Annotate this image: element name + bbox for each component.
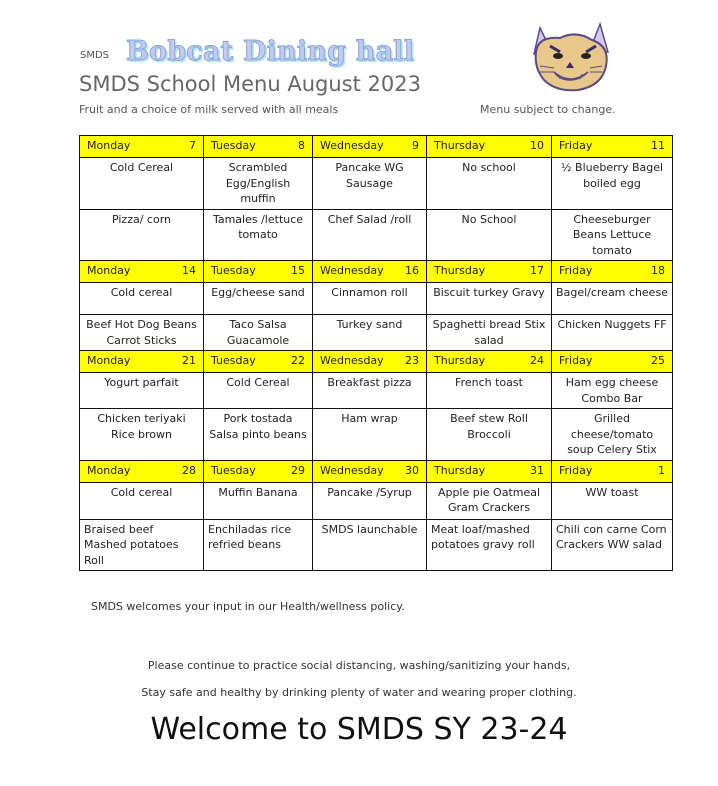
menu-cell: Beef Hot Dog Beans Carrot Sticks — [80, 315, 204, 351]
menu-cell: Breakfast pizza — [313, 373, 427, 409]
wellness-note: SMDS welcomes your input in our Health/wellness policy. — [91, 600, 405, 613]
menu-cell: Enchiladas rice refried beans — [204, 519, 313, 571]
week-header-row — [80, 136, 673, 158]
day-header: Tuesday 22 — [204, 351, 313, 373]
menu-cell: Cold Cereal — [204, 373, 313, 409]
page-title: SMDS School Menu August 2023 — [79, 72, 421, 96]
lunch-row — [80, 209, 673, 261]
day-header: Monday 28 — [80, 460, 204, 482]
day-header: Tuesday 8 — [204, 136, 313, 158]
menu-cell: WW toast — [552, 482, 673, 519]
day-header: Friday 1 — [552, 460, 673, 482]
menu-cell: Pancake /Syrup — [313, 482, 427, 519]
safety-note: Stay safe and healthy by drinking plenty of water and wearing proper clothing. — [141, 686, 577, 699]
menu-cell: Cold Cereal — [80, 158, 204, 210]
menu-cell: Yogurt parfait — [80, 373, 204, 409]
menu-cell: Ham egg cheese Combo Bar — [552, 373, 673, 409]
day-header: Thursday 10 — [427, 136, 552, 158]
menu-cell: Scrambled Egg/English muffin — [204, 158, 313, 210]
day-header: Thursday 24 — [427, 351, 552, 373]
menu-cell: Grilled cheese/tomato soup Celery Stix — [552, 409, 673, 461]
lunch-row — [80, 315, 673, 351]
menu-cell: SMDS launchable — [313, 519, 427, 571]
menu-cell: Cheeseburger Beans Lettuce tomato — [552, 209, 673, 261]
menu-table — [79, 135, 673, 571]
week-header-row — [80, 261, 673, 283]
menu-cell: Pancake WG Sausage — [313, 158, 427, 210]
day-header: Wednesday 30 — [313, 460, 427, 482]
menu-cell: Taco Salsa Guacamole — [204, 315, 313, 351]
day-header: Monday 7 — [80, 136, 204, 158]
menu-cell: Pizza/ corn — [80, 209, 204, 261]
menu-cell: No school — [427, 158, 552, 210]
menu-cell: Cinnamon roll — [313, 283, 427, 315]
menu-cell: Egg/cheese sand — [204, 283, 313, 315]
day-header: Monday 21 — [80, 351, 204, 373]
week-header-row — [80, 460, 673, 482]
menu-cell: No School — [427, 209, 552, 261]
menu-cell: Chef Salad /roll — [313, 209, 427, 261]
menu-cell: Cold cereal — [80, 482, 204, 519]
menu-cell: Pork tostada Salsa pinto beans — [204, 409, 313, 461]
breakfast-row — [80, 373, 673, 409]
day-header: Friday 18 — [552, 261, 673, 283]
day-header: Wednesday 9 — [313, 136, 427, 158]
menu-cell: Chili con carne Corn Crackers WW salad — [552, 519, 673, 571]
menu-cell: Spaghetti bread Stix salad — [427, 315, 552, 351]
menu-cell: Chicken Nuggets FF — [552, 315, 673, 351]
welcome-heading: Welcome to SMDS SY 23-24 — [150, 712, 568, 747]
breakfast-row — [80, 482, 673, 519]
menu-cell: Biscuit turkey Gravy — [427, 283, 552, 315]
day-header: Thursday 31 — [427, 460, 552, 482]
menu-cell: Chicken teriyaki Rice brown — [80, 409, 204, 461]
day-header: Tuesday 15 — [204, 261, 313, 283]
day-header: Thursday 17 — [427, 261, 552, 283]
day-header: Monday 14 — [80, 261, 204, 283]
lunch-row — [80, 519, 673, 571]
menu-cell: Cold cereal — [80, 283, 204, 315]
distancing-note: Please continue to practice social distancing, washing/sanitizing your hands, — [147, 659, 571, 672]
menu-cell: Turkey sand — [313, 315, 427, 351]
menu-cell: Bagel/cream cheese — [552, 283, 673, 315]
meal-note: Fruit and a choice of milk served with all meals — [79, 103, 339, 116]
day-header: Tuesday 29 — [204, 460, 313, 482]
day-header: Friday 11 — [552, 136, 673, 158]
change-note: Menu subject to change. — [480, 103, 616, 116]
menu-cell: Muffin Banana — [204, 482, 313, 519]
menu-cell: Meat loaf/mashed potatoes gravy roll — [427, 519, 552, 571]
menu-cell: Beef stew Roll Broccoli — [427, 409, 552, 461]
bobcat-mascot-icon — [530, 22, 612, 94]
day-header: Wednesday 16 — [313, 261, 427, 283]
breakfast-row — [80, 158, 673, 210]
smds-label: SMDS — [80, 50, 110, 61]
dining-hall-banner: Bobcat Dining hall — [126, 36, 415, 67]
menu-cell: Braised beef Mashed potatoes Roll — [80, 519, 204, 571]
menu-cell: ½ Blueberry Bagel boiled egg — [552, 158, 673, 210]
day-header: Wednesday 23 — [313, 351, 427, 373]
lunch-row — [80, 409, 673, 461]
menu-cell: Ham wrap — [313, 409, 427, 461]
week-header-row — [80, 351, 673, 373]
menu-cell: French toast — [427, 373, 552, 409]
day-header: Friday 25 — [552, 351, 673, 373]
menu-cell: Tamales /lettuce tomato — [204, 209, 313, 261]
breakfast-row — [80, 283, 673, 315]
menu-cell: Apple pie Oatmeal Gram Crackers — [427, 482, 552, 519]
